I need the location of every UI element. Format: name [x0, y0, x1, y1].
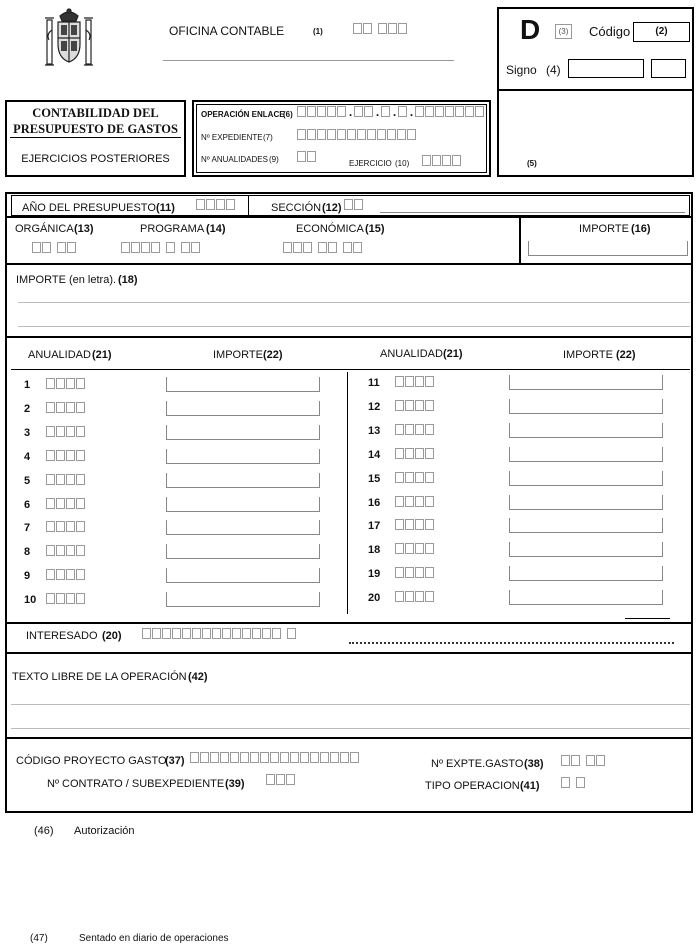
digit-box	[405, 472, 414, 483]
expediente-number: (7)	[263, 133, 273, 142]
expte-gasto-label: Nº EXPTE.GASTO	[431, 758, 524, 770]
ejercicio-boxes[interactable]	[422, 155, 462, 166]
digit-box	[425, 376, 434, 387]
digit-box	[415, 496, 424, 507]
digit-box	[415, 376, 424, 387]
importe-number-right: (22)	[616, 349, 636, 361]
enlace-number: (6)	[283, 110, 293, 119]
digit-box	[66, 378, 75, 389]
importe-label-right: IMPORTE	[563, 349, 613, 361]
annuity-year-boxes[interactable]	[395, 472, 435, 483]
office-line	[163, 60, 454, 61]
code-label: Código	[589, 24, 631, 39]
digit-box	[76, 402, 85, 413]
sign-field[interactable]	[568, 59, 644, 78]
annuity-importe-field[interactable]	[509, 590, 663, 605]
digit-box	[415, 424, 424, 435]
digit-box	[46, 498, 55, 509]
digit-box	[56, 474, 65, 485]
doc-code-divider	[499, 89, 692, 91]
economica-number: (15)	[365, 223, 385, 235]
annuity-importe-field[interactable]	[166, 592, 320, 607]
digit-box	[395, 472, 404, 483]
digit-box	[405, 400, 414, 411]
annuity-importe-field[interactable]	[166, 520, 320, 535]
annuity-row-number: 18	[368, 544, 381, 557]
annuity-importe-field[interactable]	[166, 449, 320, 464]
digit-box	[425, 519, 434, 530]
annuity-importe-field[interactable]	[509, 566, 663, 581]
programa-boxes[interactable]	[121, 242, 201, 253]
texto-libre-line-1[interactable]	[11, 704, 690, 705]
annuities-top	[7, 336, 691, 338]
annuity-row-number: 14	[368, 448, 381, 461]
texto-libre-number: (42)	[188, 671, 208, 683]
digit-box	[395, 543, 404, 554]
annuity-year-boxes[interactable]	[395, 496, 435, 507]
letra-row-top	[7, 263, 691, 265]
section-number: (12)	[322, 202, 342, 214]
digit-box	[395, 567, 404, 578]
annuity-year-boxes[interactable]	[46, 402, 86, 413]
digit-box	[56, 521, 65, 532]
annuity-year-boxes[interactable]	[46, 378, 86, 389]
tipo-operacion-number: (41)	[520, 780, 540, 792]
annuity-importe-field[interactable]	[166, 497, 320, 512]
digit-box	[46, 402, 55, 413]
codigo-proyecto-label: CÓDIGO PROYECTO GASTO	[16, 755, 167, 767]
annuity-importe-field[interactable]	[509, 447, 663, 462]
digit-box	[76, 378, 85, 389]
year-number: (11)	[156, 202, 175, 214]
section-line	[380, 212, 685, 213]
organica-label: ORGÁNICA	[15, 223, 74, 235]
digit-box	[76, 498, 85, 509]
letra-line-2[interactable]	[18, 326, 690, 327]
digit-box	[395, 519, 404, 530]
digit-box	[405, 543, 414, 554]
letra-line-1[interactable]	[18, 302, 690, 303]
anualidades-boxes[interactable]	[297, 151, 317, 162]
annuity-row-number: 6	[24, 498, 31, 511]
year-label: AÑO DEL PRESUPUESTO	[22, 202, 156, 214]
annuity-importe-field[interactable]	[166, 544, 320, 559]
digit-box	[56, 498, 65, 509]
programa-number: (14)	[206, 223, 226, 235]
anualidades-number: (9)	[269, 155, 279, 164]
digit-box	[46, 545, 55, 556]
importe-number: (16)	[631, 223, 651, 235]
digit-box	[76, 545, 85, 556]
expediente-boxes[interactable]	[297, 129, 417, 140]
coat-of-arms-icon	[38, 8, 100, 72]
expte-gasto-boxes[interactable]	[561, 755, 606, 766]
anualidad-label-left: ANUALIDAD	[28, 349, 91, 361]
annuity-row-number: 7	[24, 522, 31, 535]
digit-box	[395, 400, 404, 411]
annuity-year-boxes[interactable]	[395, 376, 435, 387]
expte-gasto-number: (38)	[524, 758, 544, 770]
digit-box	[425, 591, 434, 602]
digit-box	[56, 545, 65, 556]
ejercicio-number: (10)	[395, 159, 410, 168]
annuities-divider	[347, 372, 348, 614]
organica-number: (13)	[74, 223, 94, 235]
importe-number-left: (22)	[263, 349, 283, 361]
digit-box	[425, 424, 434, 435]
annuity-row-number: 20	[368, 592, 381, 605]
economica-label: ECONÓMICA	[296, 223, 364, 235]
annuity-importe-field[interactable]	[509, 542, 663, 557]
annuity-year-boxes[interactable]	[46, 426, 86, 437]
programa-label: PROGRAMA	[140, 223, 205, 235]
sign-number: (4)	[546, 63, 561, 77]
digit-box	[405, 448, 414, 459]
digit-box	[395, 424, 404, 435]
digit-box	[415, 519, 424, 530]
annuity-year-boxes[interactable]	[395, 519, 435, 530]
autorizacion-label: Autorización	[74, 825, 135, 837]
annuity-importe-field[interactable]	[509, 375, 663, 390]
digit-box	[66, 498, 75, 509]
digit-box	[76, 569, 85, 580]
digit-box	[405, 519, 414, 530]
digit-box	[425, 448, 434, 459]
ejercicio-label: EJERCICIO	[349, 159, 392, 168]
annuity-row-number: 12	[368, 400, 381, 413]
codigo-proyecto-boxes[interactable]	[190, 752, 360, 763]
digit-box	[395, 376, 404, 387]
digit-box	[405, 496, 414, 507]
diario-label: Sentado en diario de operaciones	[79, 933, 229, 944]
letra-number: (18)	[118, 274, 138, 286]
section-boxes[interactable]	[344, 199, 364, 210]
digit-box	[76, 593, 85, 604]
title-line-2: PRESUPUESTO DE GASTOS	[13, 122, 178, 136]
anualidad-label-right: ANUALIDAD	[380, 348, 443, 360]
anualidad-number-left: (21)	[92, 349, 112, 361]
annuity-year-boxes[interactable]	[46, 569, 86, 580]
annuity-year-boxes[interactable]	[395, 400, 435, 411]
annuity-year-boxes[interactable]	[46, 498, 86, 509]
annuity-row-number: 13	[368, 424, 381, 437]
annuity-row-number: 4	[24, 450, 31, 463]
annuity-year-boxes[interactable]	[395, 567, 435, 578]
interesado-line[interactable]	[349, 642, 674, 644]
digit-box	[405, 567, 414, 578]
digit-box	[425, 400, 434, 411]
annuity-row-number: 19	[368, 568, 381, 581]
anualidad-number-right: (21)	[443, 348, 463, 360]
annuity-importe-field[interactable]	[509, 518, 663, 533]
annuity-importe-field[interactable]	[509, 399, 663, 414]
interesado-number: (20)	[102, 630, 122, 642]
importe-field[interactable]	[528, 241, 688, 256]
digit-box	[76, 474, 85, 485]
texto-libre-line-2[interactable]	[11, 728, 690, 729]
digit-box	[56, 569, 65, 580]
annuity-importe-field[interactable]	[166, 401, 320, 416]
annuity-row-number: 15	[368, 472, 381, 485]
digit-box	[425, 496, 434, 507]
digit-box	[46, 593, 55, 604]
texto-libre-label: TEXTO LIBRE DE LA OPERACIÓN	[12, 671, 187, 683]
annuity-year-boxes[interactable]	[395, 543, 435, 554]
anualidades-label: Nº ANUALIDADES	[201, 155, 268, 164]
digit-box	[405, 376, 414, 387]
annuity-year-boxes[interactable]	[395, 424, 435, 435]
office-code-boxes[interactable]	[353, 23, 408, 34]
codigo-proyecto-number: (37)	[165, 755, 185, 767]
annuity-row-number: 9	[24, 570, 31, 583]
contrato-label: Nº CONTRATO / SUBEXPEDIENTE	[47, 778, 225, 790]
annuities-header-line	[11, 369, 690, 370]
importe-label: IMPORTE	[579, 223, 629, 235]
digit-box	[66, 521, 75, 532]
digit-box	[66, 426, 75, 437]
box5-number: (5)	[527, 159, 537, 168]
digit-box	[66, 593, 75, 604]
digit-box	[56, 402, 65, 413]
annuity-year-boxes[interactable]	[395, 448, 435, 459]
digit-box	[46, 569, 55, 580]
contrato-boxes[interactable]	[266, 774, 296, 785]
digit-box	[405, 424, 414, 435]
tipo-operacion-boxes[interactable]	[561, 777, 586, 788]
title-underline	[10, 137, 181, 138]
digit-box	[66, 569, 75, 580]
letra-label: IMPORTE (en letra).	[16, 274, 117, 286]
annuity-year-boxes[interactable]	[46, 521, 86, 532]
economica-boxes[interactable]	[283, 242, 363, 253]
digit-box	[415, 591, 424, 602]
digit-box	[76, 426, 85, 437]
digit-box	[66, 450, 75, 461]
autorizacion-number: (46)	[34, 825, 54, 837]
annuity-year-boxes[interactable]	[46, 474, 86, 485]
project-top	[7, 737, 691, 739]
interesado-boxes[interactable]	[142, 628, 297, 639]
digit-box	[66, 402, 75, 413]
annuity-row-number: 11	[368, 377, 380, 389]
digit-box	[46, 474, 55, 485]
digit-box	[56, 593, 65, 604]
annuity-importe-field[interactable]	[509, 495, 663, 510]
digit-box	[66, 545, 75, 556]
contrato-number: (39)	[225, 778, 245, 790]
digit-box	[76, 521, 85, 532]
annuity-row-number: 8	[24, 546, 31, 559]
digit-box	[415, 400, 424, 411]
title-line-1: CONTABILIDAD DEL	[32, 106, 159, 120]
annuity-row-number: 5	[24, 474, 31, 487]
interesado-label: INTERESADO	[26, 630, 98, 642]
annuity-row-number: 2	[24, 402, 31, 415]
doc-letter: D	[520, 14, 541, 45]
code-field[interactable]: (2)	[633, 22, 690, 42]
budget-row-divider	[519, 216, 521, 264]
digit-box	[415, 448, 424, 459]
annuity-importe-field[interactable]	[509, 471, 663, 486]
digit-box	[395, 591, 404, 602]
interesado-mark	[625, 618, 670, 619]
digit-box	[425, 543, 434, 554]
digit-box	[56, 450, 65, 461]
digit-box	[66, 474, 75, 485]
annuity-row-number: 3	[24, 426, 31, 439]
organica-boxes[interactable]	[32, 242, 77, 253]
enlace-label: OPERACIÓN ENLACE	[201, 110, 285, 119]
budget-row-top	[7, 216, 691, 218]
importe-label-left: IMPORTE	[213, 349, 263, 361]
annuity-importe-field[interactable]	[166, 425, 320, 440]
digit-box	[425, 567, 434, 578]
office-number: (1)	[313, 27, 323, 36]
annuity-year-boxes[interactable]	[46, 545, 86, 556]
digit-box	[56, 378, 65, 389]
digit-box	[395, 496, 404, 507]
texto-libre-top	[7, 652, 691, 654]
title-subtitle: EJERCICIOS POSTERIORES	[21, 153, 170, 165]
digit-box	[415, 543, 424, 554]
digit-box	[46, 521, 55, 532]
enlace-boxes[interactable]: . . . .	[297, 106, 485, 117]
annuity-year-boxes[interactable]	[395, 591, 435, 602]
annuity-importe-field[interactable]	[166, 568, 320, 583]
digit-box	[76, 450, 85, 461]
annuity-year-boxes[interactable]	[46, 450, 86, 461]
section-label: SECCIÓN	[271, 202, 322, 214]
sign-label: Signo	[506, 63, 537, 77]
digit-box	[46, 378, 55, 389]
digit-box	[415, 472, 424, 483]
interesado-top	[7, 622, 691, 624]
office-label: OFICINA CONTABLE	[169, 24, 285, 38]
digit-box	[405, 591, 414, 602]
diario-number: (47)	[30, 933, 48, 944]
digit-box	[395, 448, 404, 459]
annuity-row-number: 10	[24, 594, 37, 607]
year-boxes[interactable]	[196, 199, 236, 210]
annuity-importe-field[interactable]	[166, 473, 320, 488]
digit-box	[415, 567, 424, 578]
annuity-row-number: 1	[24, 379, 31, 391]
digit-box	[46, 450, 55, 461]
annuity-importe-field[interactable]	[509, 423, 663, 438]
doc-letter-number: (3)	[555, 24, 572, 39]
sign-field-2[interactable]	[651, 59, 686, 78]
tipo-operacion-label: TIPO OPERACION	[425, 780, 520, 792]
annuity-row-number: 16	[368, 496, 381, 509]
digit-box	[425, 472, 434, 483]
annuity-row-number: 17	[368, 520, 381, 533]
digit-box	[46, 426, 55, 437]
annuity-importe-field[interactable]	[166, 377, 320, 392]
digit-box	[56, 426, 65, 437]
expediente-label: Nº EXPEDIENTE	[201, 133, 263, 142]
year-section-divider	[248, 195, 249, 216]
annuity-year-boxes[interactable]	[46, 593, 86, 604]
